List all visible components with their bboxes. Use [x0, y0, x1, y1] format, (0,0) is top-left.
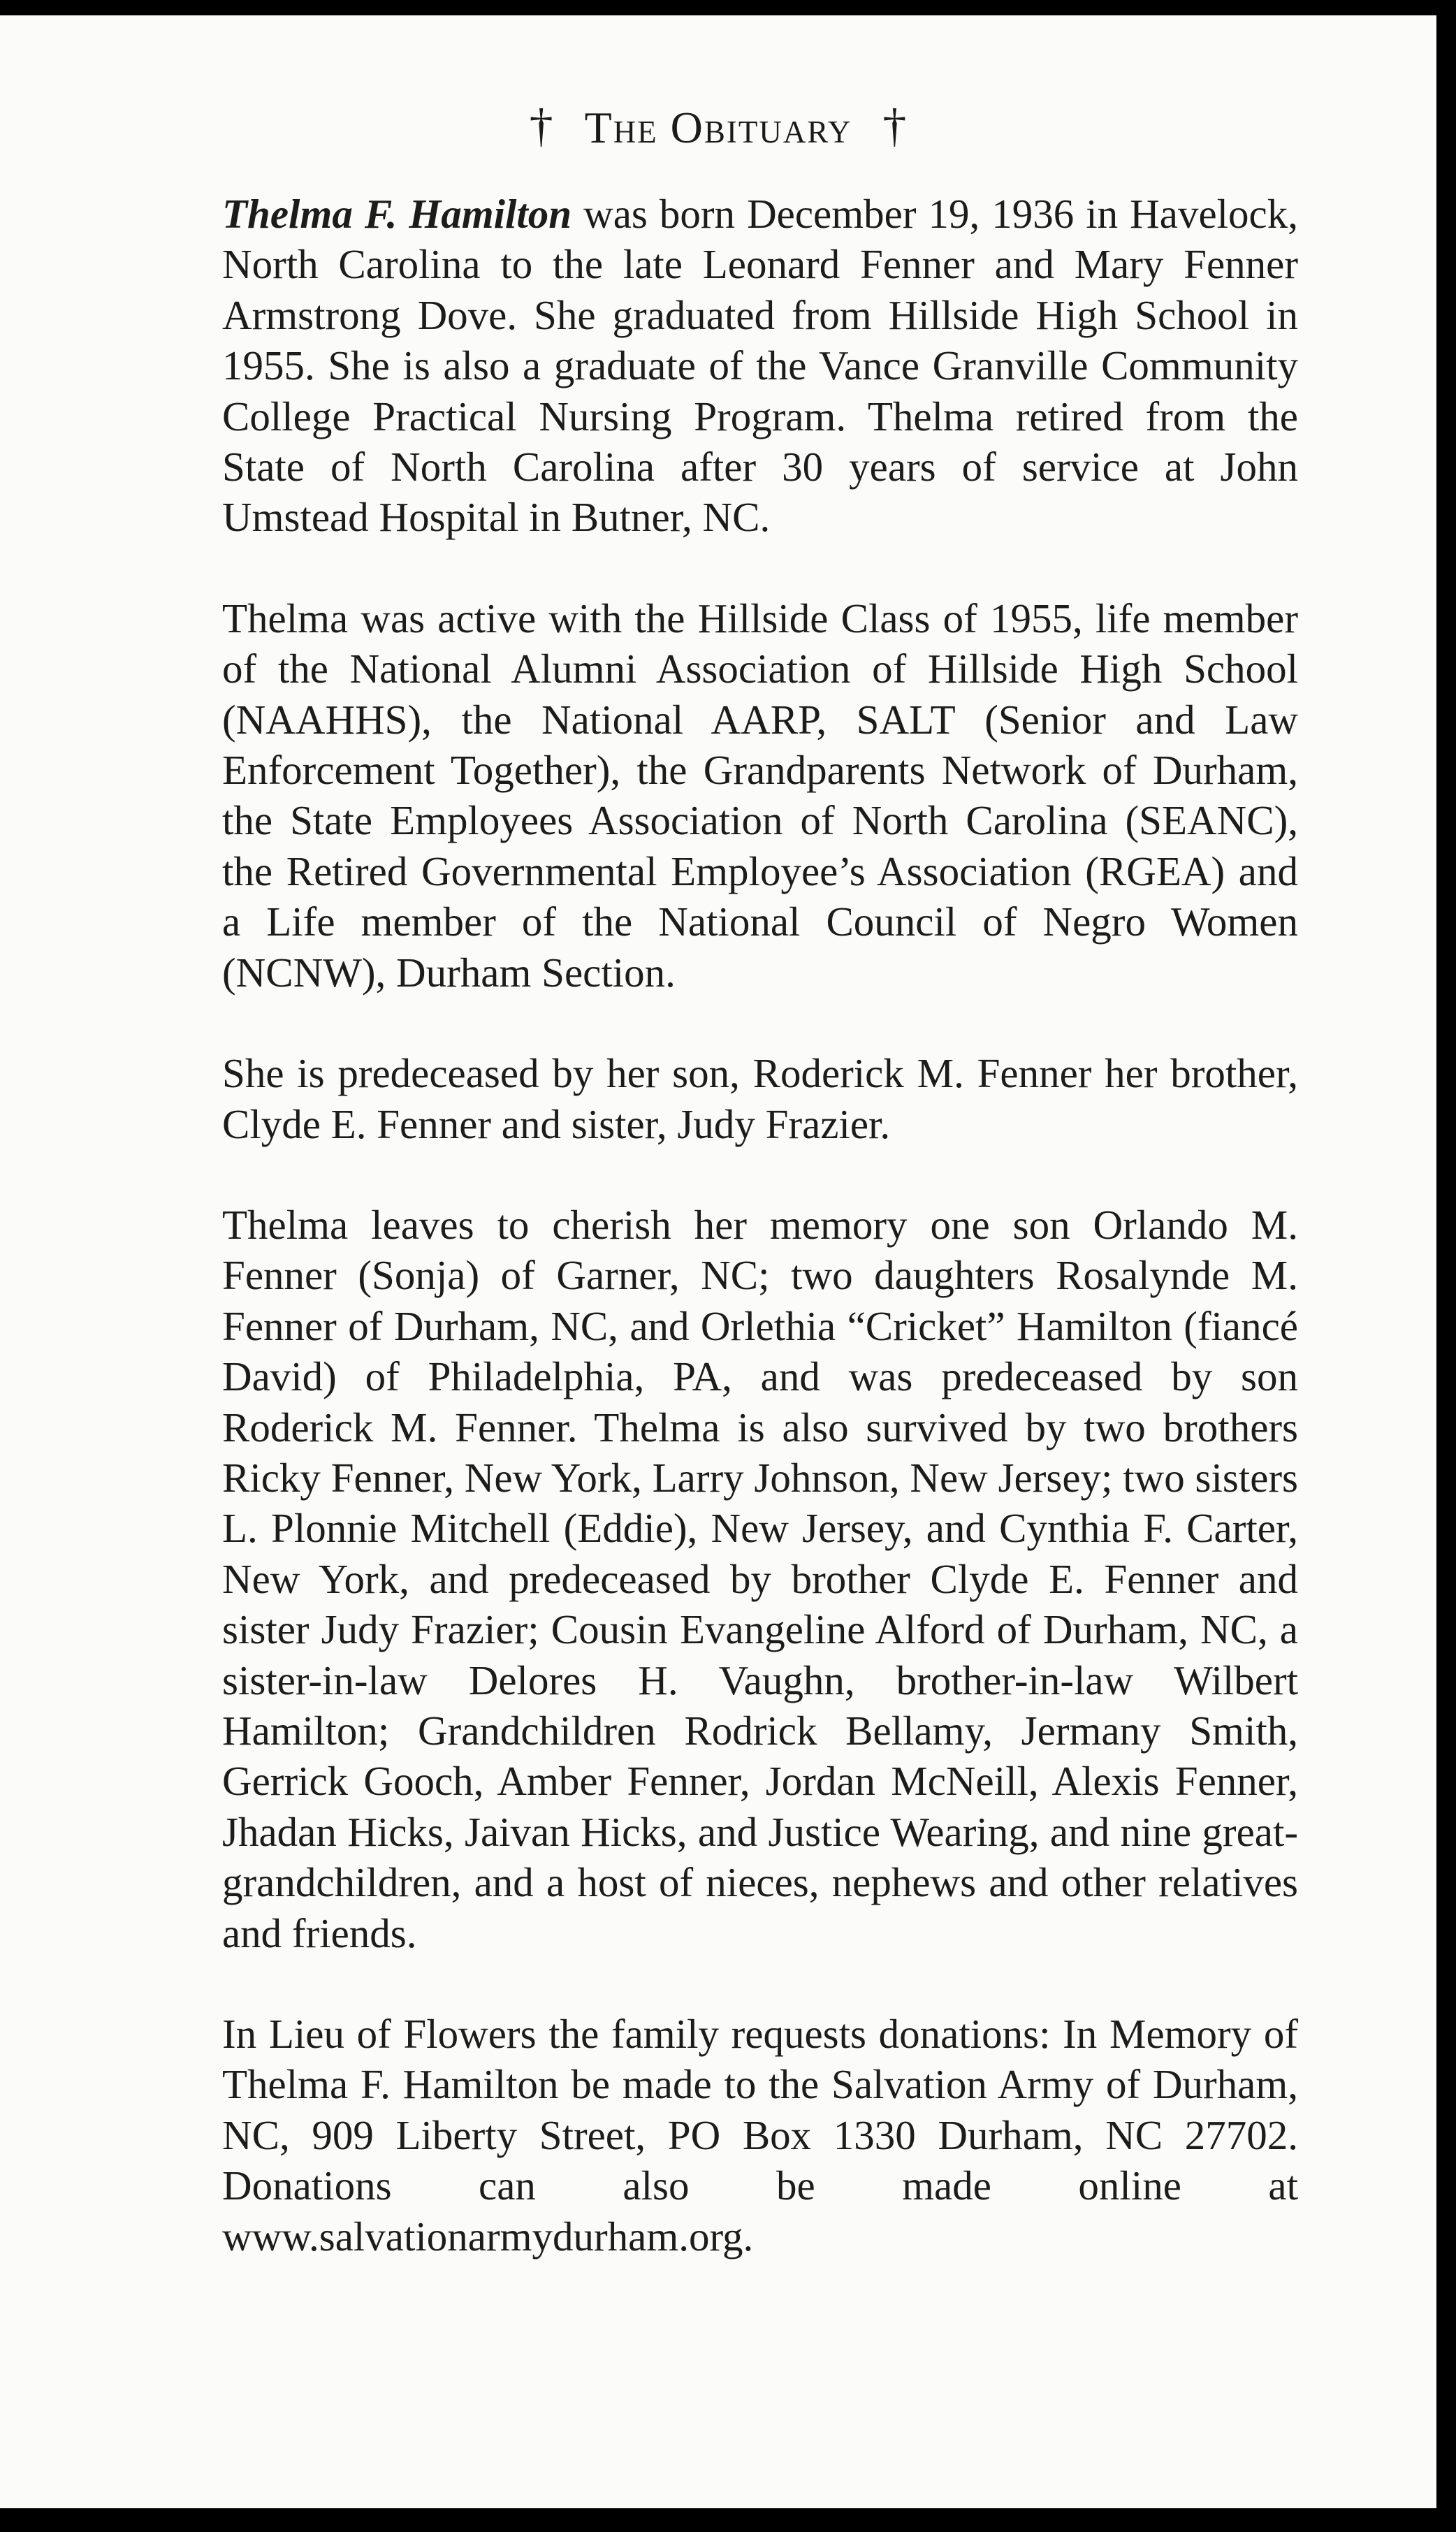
- paragraph-predeceased: She is predeceased by her son, Roderick M. Fenner her brother, Clyde E. Fenner and sister, Judy Frazier.: [222, 1050, 1298, 1147]
- right-cross-icon: †: [882, 99, 908, 152]
- paragraph-survivors: Thelma leaves to cherish her memory one son Orlando M. Fenner (Sonja) of Garner, NC; two daughters Rosalynde M. Fenner of Durham, NC, and Orlethia “Cricket” Hamilton (fiancé David) of Philadelphia, PA, and was predeceased by son Roderick M. Fenner. Thelma is also survived by two brothers Ricky Fenner, New York, Larry Johnson, New Jersey; two sisters L. Plonnie Mitchell (Eddie), New Jersey, and Cynthia F. Carter, New York, and predeceased by brother Clyde E. Fenner and sister Judy Frazier; Cousin Evangeline Alford of Durham, NC, a sister-in-law Delores H. Vaughn, brother-in-law Wilbert Hamilton; Grandchildren Rodrick Bellamy, Jermany Smith, Gerrick Gooch, Amber Fenner, Jordan McNeill, Alexis Fenner, Jhadan Hicks, Jaivan Hicks, and Justice Wearing, and nine great-grandchildren, and a host of nieces, nephews and other relatives and friends.: [222, 1201, 1298, 1956]
- paragraph-donations: In Lieu of Flowers the family requests donations: In Memory of Thelma F. Hamilton be made to the Salvation Army of Durham, NC, 909 Liberty Street, PO Box 1330 Durham, NC 27702. Donations can also be made online at www.salvationarmydurham.org.: [222, 2011, 1298, 2260]
- deceased-name: Thelma F. Hamilton: [222, 191, 572, 237]
- left-cross-icon: †: [529, 99, 554, 152]
- obituary-page: [0, 15, 1436, 2508]
- obituary-body: [222, 189, 1298, 2262]
- obituary-heading: [0, 98, 1436, 154]
- heading-title: The Obituary: [584, 103, 852, 152]
- biography-text: was born December 19, 1936 in Havelock, North Carolina to the late Leonard Fenner and Mary Fenner Armstrong Dove. She graduated from Hillside High School in 1955. She is also a graduate of the Vance Granville Community College Practical Nursing Program. Thelma retired from the State of North Carolina after 30 years of service at John Umstead Hospital in Butner, NC.: [222, 191, 1298, 541]
- paragraph-affiliations: Thelma was active with the Hillside Class of 1955, life member of the National Alumni Association of Hillside High School (NAAHHS), the National AARP, SALT (Senior and Law Enforcement Together), the Grandparents Network of Durham, the State Employees Association of North Carolina (SEANC), the Retired Governmental Employee’s Association (RGEA) and a Life member of the National Council of Negro Women (NCNW), Durham Section.: [222, 595, 1298, 996]
- paragraph-biography: [222, 189, 1298, 543]
